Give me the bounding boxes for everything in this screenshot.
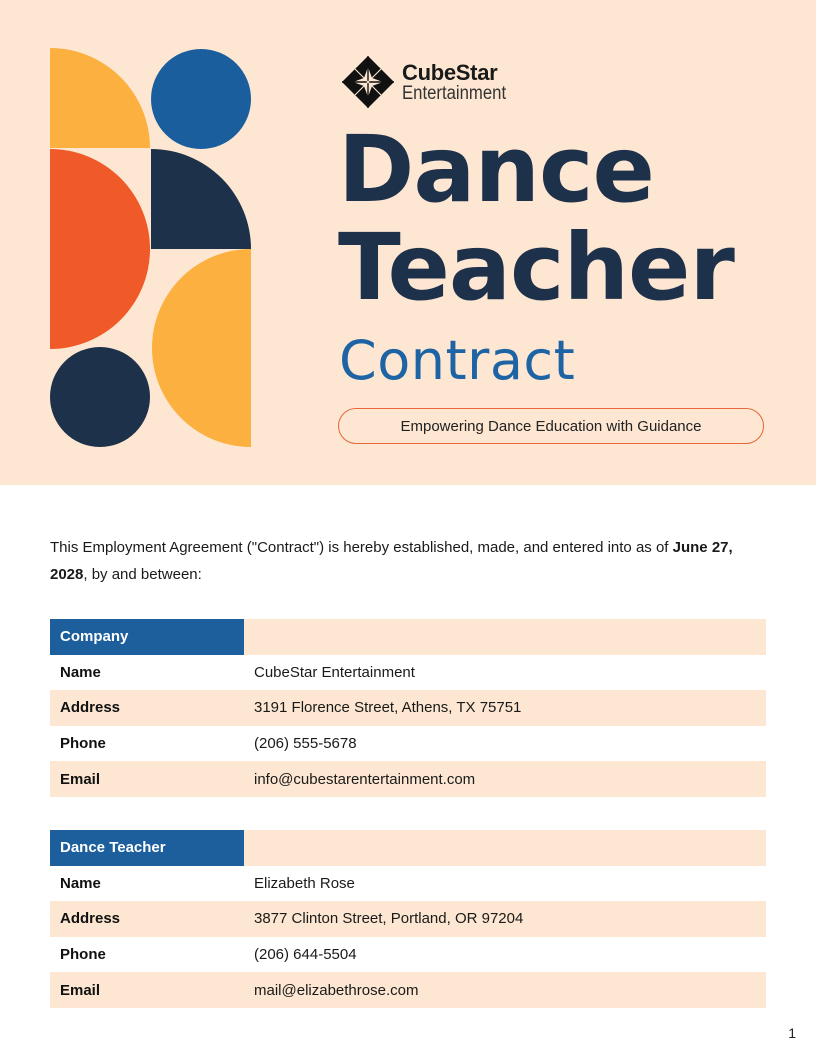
row-value: mail@elizabethrose.com	[244, 972, 766, 1008]
intro-text-before: This Employment Agreement ("Contract") is hereby established, made, and entered into as of	[50, 539, 673, 556]
intro-paragraph	[50, 534, 766, 588]
table-row	[50, 972, 766, 1008]
table-row	[50, 690, 766, 726]
logo-subname-text: Entertainment	[402, 83, 507, 104]
page-number: 1	[788, 1025, 796, 1041]
row-value: (206) 644-5504	[244, 937, 766, 973]
table-row	[50, 937, 766, 973]
table-header-row	[50, 830, 766, 866]
row-value: CubeStar Entertainment	[244, 655, 766, 691]
row-value: 3877 Clinton Street, Portland, OR 97204	[244, 901, 766, 937]
table-row	[50, 655, 766, 691]
orange-leaf-shape	[50, 149, 150, 349]
tagline-text: Empowering Dance Education with Guidance	[400, 417, 702, 435]
table-row	[50, 866, 766, 902]
row-label: Email	[50, 972, 244, 1008]
row-label: Address	[50, 901, 244, 937]
teacher-heading: Dance Teacher	[50, 830, 244, 866]
company-heading: Company	[50, 619, 244, 655]
star-cube-logo-icon	[340, 54, 396, 110]
yellow-quarter-shape	[50, 48, 150, 148]
row-label: Name	[50, 866, 244, 902]
row-value: (206) 555-5678	[244, 726, 766, 762]
logo-name-text: CubeStar	[402, 60, 498, 85]
decorative-geometric-art	[50, 48, 252, 448]
intro-text-after: , by and between:	[83, 566, 202, 583]
row-label: Phone	[50, 937, 244, 973]
yellow-half-circle-shape	[152, 249, 251, 447]
row-label: Address	[50, 690, 244, 726]
company-info-table	[50, 619, 766, 797]
row-value: Elizabeth Rose	[244, 866, 766, 902]
table-row	[50, 726, 766, 762]
row-label: Phone	[50, 726, 244, 762]
navy-circle-shape	[50, 347, 150, 447]
title-line-2: Teacher	[338, 214, 734, 321]
navy-quarter-shape	[151, 149, 251, 249]
hero-banner	[0, 0, 816, 485]
tagline-pill	[338, 408, 764, 444]
title-line-1: Dance	[338, 116, 654, 223]
table-row	[50, 901, 766, 937]
row-label: Email	[50, 761, 244, 797]
row-label: Name	[50, 655, 244, 691]
row-value: info@cubestarentertainment.com	[244, 761, 766, 797]
table-header-row	[50, 619, 766, 655]
teacher-info-table	[50, 830, 766, 1008]
agreement-date: June 27, 2028	[50, 539, 733, 583]
table-header-fill	[244, 619, 766, 655]
subtitle: Contract	[339, 329, 576, 392]
table-header-fill	[244, 830, 766, 866]
row-value: 3191 Florence Street, Athens, TX 75751	[244, 690, 766, 726]
blue-circle-shape	[151, 49, 251, 149]
table-row	[50, 761, 766, 797]
